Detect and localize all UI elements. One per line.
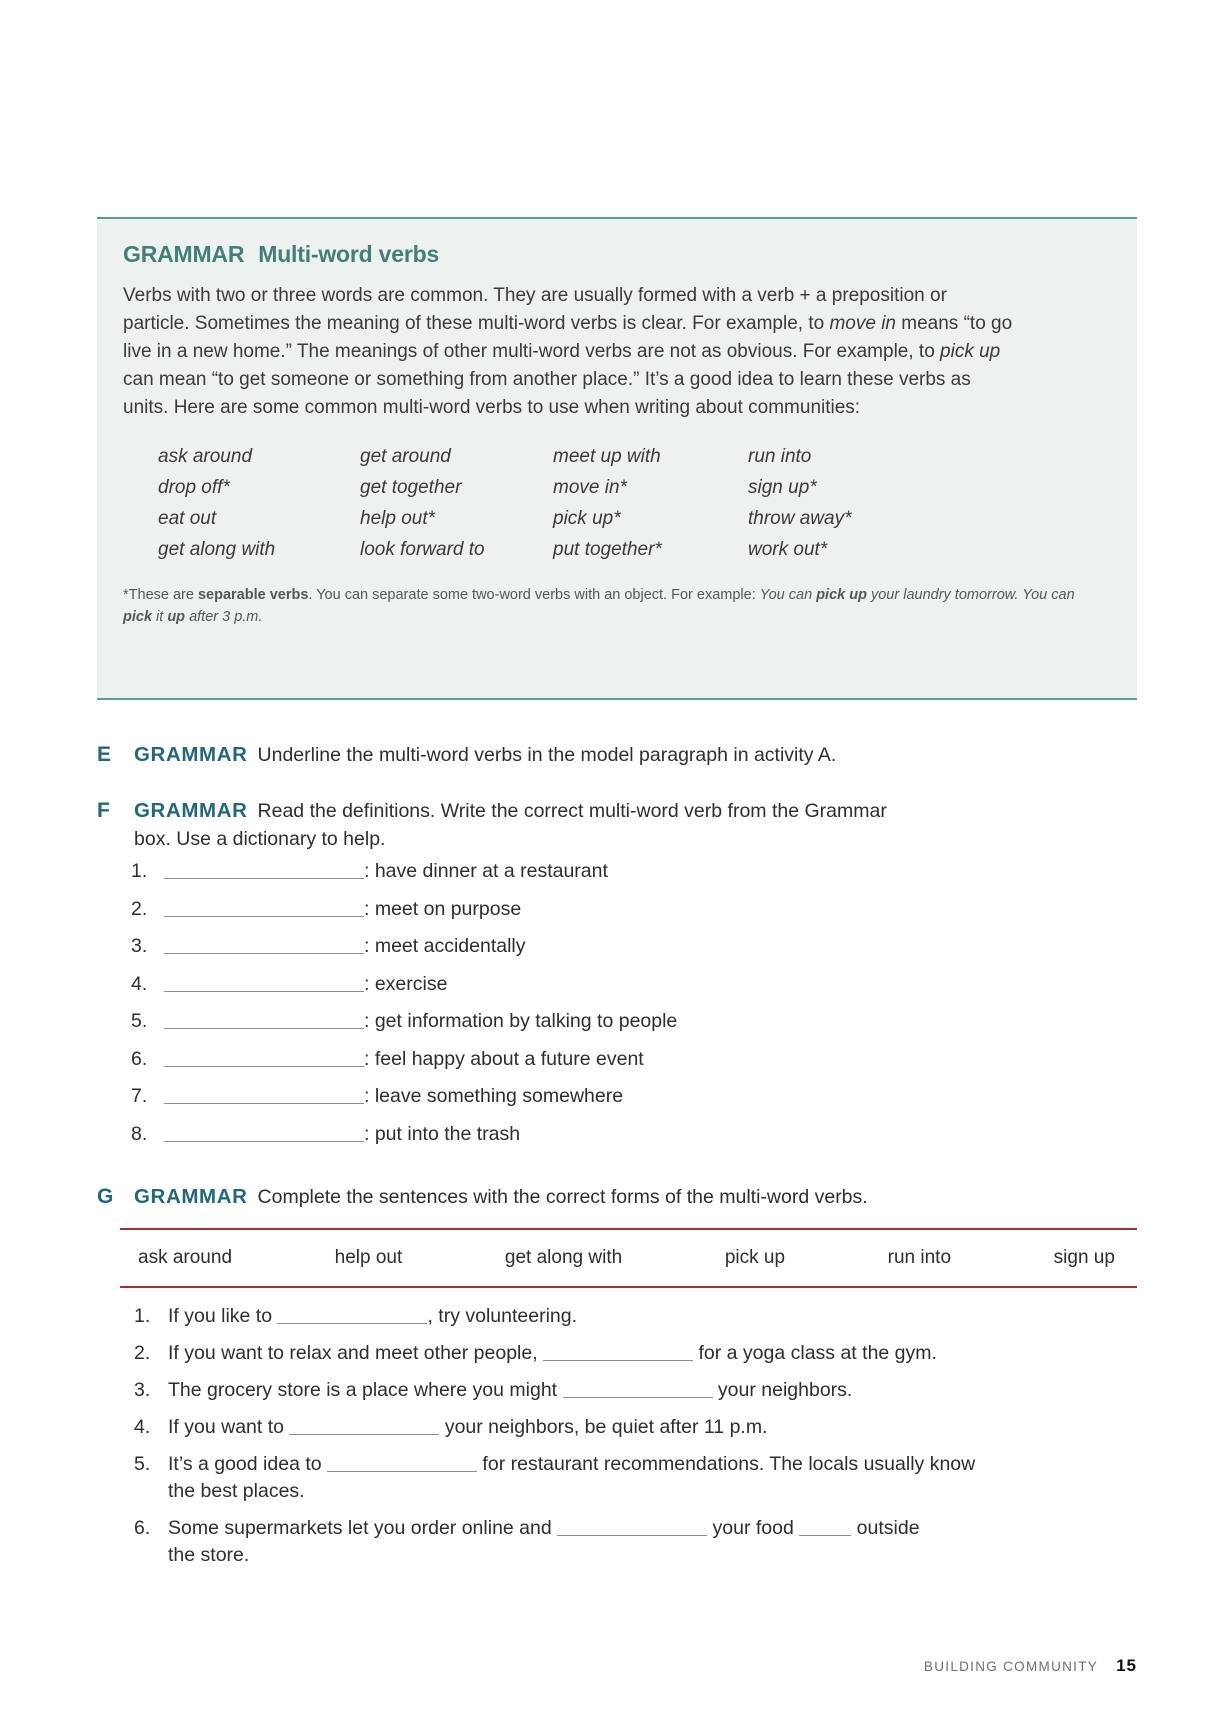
answer-blank	[164, 866, 364, 879]
definition-text: : exercise	[364, 972, 448, 995]
verb-item: look forward to	[360, 539, 485, 560]
verb-item: eat out	[158, 508, 217, 529]
definition-item	[131, 898, 1131, 936]
definition-number: 5.	[131, 1010, 148, 1032]
sentence-item	[134, 1340, 1146, 1367]
sentence-text: Some supermarkets let you order online and your food outside the store.	[168, 1517, 920, 1566]
definition-item	[131, 860, 1131, 898]
definition-number: 1.	[131, 860, 148, 882]
answer-blank	[164, 941, 364, 954]
definition-text: : get information by talking to people	[364, 1010, 678, 1032]
activity-e-letter: E	[97, 743, 112, 766]
verb-item: work out*	[748, 539, 828, 560]
answer-blank	[543, 1348, 693, 1361]
answer-blank	[164, 979, 364, 992]
verb-item: get around	[360, 446, 451, 467]
definition-item	[131, 973, 1131, 1011]
activity-g-instructions-text: Complete the sentences with the correct forms of the multi-word verbs.	[257, 1186, 868, 1208]
page-number: 15	[1116, 1656, 1137, 1675]
verb-item: help out*	[360, 508, 436, 529]
verb-item: meet up with	[553, 446, 661, 467]
definition-text: : meet accidentally	[364, 935, 526, 957]
definition-number: 7.	[131, 1085, 148, 1107]
sentence-text: If you want to relax and meet other people, for a yoga class at the gym.	[168, 1342, 937, 1364]
activity-g-sentences	[134, 1303, 1146, 1579]
verb-item: throw away*	[748, 508, 852, 529]
sentence-text: If you want to your neighbors, be quiet after 11 p.m.	[168, 1416, 768, 1438]
answer-blank	[164, 904, 364, 917]
answer-blank	[164, 1054, 364, 1067]
answer-blank	[799, 1523, 851, 1536]
verb-column-4	[748, 441, 852, 565]
sentence-number: 3.	[134, 1379, 151, 1401]
activity-f-label: GRAMMAR	[134, 799, 248, 822]
verb-item: sign up*	[748, 477, 817, 498]
definition-number: 3.	[131, 935, 148, 957]
verb-item: ask around	[158, 446, 253, 467]
answer-blank	[164, 1129, 364, 1142]
definition-number: 4.	[131, 972, 148, 995]
verb-column-1	[158, 441, 360, 565]
definition-text: : put into the trash	[364, 1122, 521, 1145]
word-bank-item: pick up	[724, 1247, 786, 1268]
activity-g-instructions	[134, 1183, 1140, 1211]
sentence-item	[134, 1303, 1146, 1330]
word-bank-item: ask around	[138, 1247, 233, 1268]
definition-text: : feel happy about a future event	[364, 1047, 644, 1070]
verb-item: move in*	[553, 477, 627, 498]
grammar-box-title-text: Multi-word verbs	[258, 241, 440, 267]
sentence-number: 5.	[134, 1453, 151, 1475]
sentence-item	[134, 1414, 1146, 1441]
page-footer	[924, 1656, 1137, 1676]
activity-g-letter: G	[97, 1185, 114, 1208]
verb-item: drop off*	[158, 477, 230, 498]
activity-g	[97, 1183, 1140, 1211]
verb-column-3	[553, 441, 748, 565]
answer-blank	[289, 1422, 439, 1435]
verb-column-2	[360, 441, 553, 565]
verb-item: pick up*	[553, 508, 621, 529]
definition-text: : leave something somewhere	[364, 1085, 624, 1107]
sentence-text: It’s a good idea to for restaurant recommendations. The locals usually know the best places.	[168, 1453, 976, 1502]
definition-text: : have dinner at a restaurant	[364, 860, 608, 882]
verb-item: get together	[360, 477, 462, 498]
grammar-box-title	[123, 241, 1111, 268]
answer-blank	[277, 1311, 427, 1324]
activity-e	[97, 741, 1140, 769]
definition-item	[131, 935, 1131, 973]
definition-number: 8.	[131, 1122, 148, 1145]
activity-f-letter: F	[97, 799, 110, 822]
definition-number: 2.	[131, 897, 148, 920]
answer-blank	[164, 1091, 364, 1104]
word-bank	[120, 1228, 1137, 1288]
grammar-box	[97, 217, 1137, 700]
answer-blank	[563, 1385, 713, 1398]
sentence-number: 1.	[134, 1305, 151, 1327]
sentence-number: 6.	[134, 1517, 151, 1539]
definition-item	[131, 1010, 1131, 1048]
activity-e-instructions	[134, 741, 1140, 769]
verb-item: run into	[748, 446, 812, 467]
definition-text: : meet on purpose	[364, 897, 522, 920]
activity-f-instructions	[134, 797, 1140, 853]
activity-f-instructions-text: Read the definitions. Write the correct multi-word verb from the Grammar box. Use a dictionary to help.	[134, 800, 887, 850]
sentence-item	[134, 1377, 1146, 1404]
activity-e-label: GRAMMAR	[134, 743, 248, 766]
grammar-box-intro: Verbs with two or three words are common. They are usually formed with a verb + a preposition or particle. Sometimes the meaning of these multi-word verbs is clear. For example, to move in means “to go live in a new home.” The meanings of other multi-word verbs are not as obvious. For example, to pick up can mean “to get someone or something from another place.” It’s a good idea to learn these verbs as units. Here are some common multi-word verbs to use when writing about communities:	[123, 285, 1013, 418]
verb-item: get along with	[158, 539, 276, 560]
separable-verbs-footnote: *These are separable verbs. You can separate some two-word verbs with an object. For example: You can pick up your laundry tomorrow. You can pick it up after 3 p.m.	[123, 587, 1075, 625]
answer-blank	[557, 1523, 707, 1536]
answer-blank	[164, 1016, 364, 1029]
sentence-number: 2.	[134, 1342, 151, 1364]
definition-item	[131, 1123, 1131, 1161]
word-bank-item: get along with	[504, 1247, 623, 1268]
definition-item	[131, 1048, 1131, 1086]
grammar-box-title-label: GRAMMAR	[123, 241, 245, 267]
sentence-item	[134, 1451, 1146, 1505]
word-bank-item: help out	[334, 1247, 403, 1268]
answer-blank	[327, 1459, 477, 1472]
activity-e-instructions-text: Underline the multi-word verbs in the model paragraph in activity A.	[257, 744, 837, 766]
activity-g-label: GRAMMAR	[134, 1185, 248, 1208]
word-bank-item: run into	[887, 1247, 952, 1268]
sentence-number: 4.	[134, 1416, 151, 1438]
activity-f-items	[131, 860, 1131, 1160]
word-bank-item: sign up	[1053, 1247, 1115, 1268]
verb-list	[158, 441, 1111, 565]
footer-section-title: BUILDING COMMUNITY	[923, 1659, 1099, 1674]
definition-number: 6.	[131, 1047, 148, 1070]
activity-f	[97, 797, 1140, 853]
verb-item: put together*	[553, 539, 662, 560]
sentence-item	[134, 1515, 1146, 1569]
definition-item	[131, 1085, 1131, 1123]
sentence-text: If you like to , try volunteering.	[168, 1305, 578, 1327]
sentence-text: The grocery store is a place where you might your neighbors.	[168, 1379, 853, 1401]
